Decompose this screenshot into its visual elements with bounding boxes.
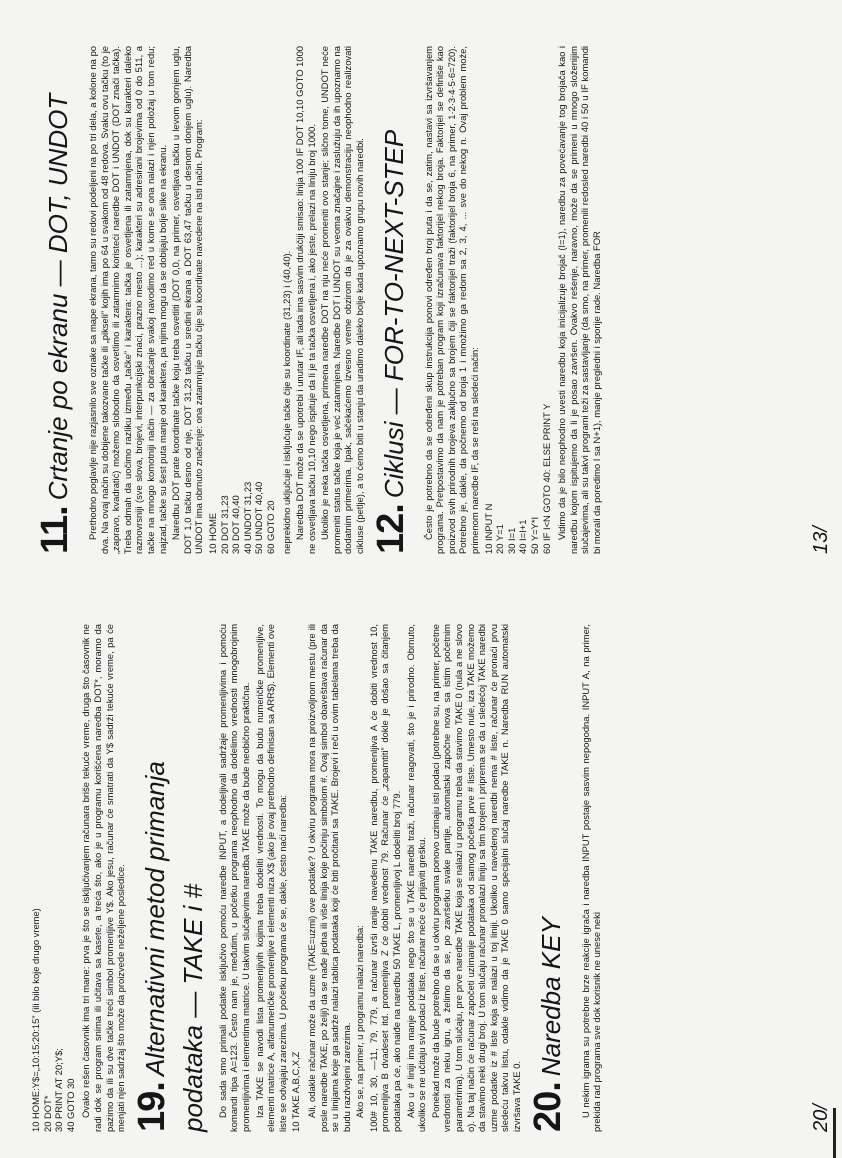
paragraph-11-3: neprekidno uključuje i isključuje tačke čije su koordinate (31,23) i (40,40). [280,250,292,554]
page-number-left: 20/ [810,1104,833,1132]
section-19-number: 19. [130,1082,173,1132]
code-take: 10 TAKE A,B,C,X,Z [290,1051,302,1132]
section-12-number: 12. [369,504,412,554]
section-12-title: Ciklusi — FOR-TO-NEXT-STEP [378,129,409,499]
section-12-heading [369,46,415,554]
paragraph-12-1: Često je potrebno da se određeni skup instrukcija ponovi određen broj puta i da se, zatim, nastavi sa izvršavanjem programa. Pretpostavimo da nam je potreban program koji izračunava faktorijel nekog broja. Faktorijel se definiše kao proizvod svih prirodnih brojeva zaključno sa brojem čiji se faktorijel traži (faktorijel broja 6, na primer, 1·2·3·4·5·6=720). Potrebno je, dakle, da počnemo od broja 1 i množimo ga redom sa 2, 3, 4, ... sve do nekog n. Ovaj problem može, primenom naredbe IF, da se reši na sledeći način: [422,46,481,554]
paragraph-11-2: Naredbu DOT prate koordinate tačke koju treba osvetliti (DOT 0,0, na primer, osvetljava tačku u levom gornjem uglu, DOT 1,0 tačku desno od nje, DOT 31,23 tačku u sredini ekrana a DOT 63,47 tačku u desnom donjem uglu). Naredba UNDOT ima obrnuto značenje: ona zatamnjuje tačku čije su koordinate navedene na isti način. Program: [170,46,205,554]
paragraph-11-4: Naredba DOT može da se upotrebi i unutar IF, ali tada ima sasvim drukčiji smisao: linija 100 IF DOT 10,10 GOTO 1000 ne osvetljava tačku 10,10 nego ispituje da li je ta tačka osvetljena i, ako jeste, prelazi na liniju broj 1000. [294,46,317,554]
code-clock: 10 HOME:Y$=„10:15:20:15” (ili bilo koje drugo vreme) 20 DOT* 30 PRINT AT 20;Y$; 40 GOTO 30 [30,908,76,1132]
paragraph-19-6: Ponekad može da bude potrebno da se u okviru programa ponovo uzimaju isti podaci (potrebne su, na primer, početne vrednosti za neku igru, a želimo da se, po završetku svake partije, automatski započne nova sa istim početnim parametrima). U tom slučaju, pre prve naredbe TAKE koja se nalazi u programu treba da stavimo TAKE 0 (nula a ne slovo o). Na taj način će računar započeti uzimanje podataka od samog početka prve # liste. Umesto nule, iza TAKE možemo da stavimo neki drugi broj. U tom slučaju računar pronalazi liniju sa tim brojem i priprema se da u sledećoj TAKE naredbi uzme podatke iz # liste koja se nalazi u toj liniji. Ukoliko u navedenoj naredbi nema # liste, računar će pronaći prvu sledeću takvu listu, odakle vidimo da je TAKE 0 samo specijalni slučaj naredbe TAKE n. Naredba RUN automatski izvršava TAKE 0. [429,624,522,1132]
paragraph-11-5: Ukoliko je neka tačka osvetljena, primena naredbe DOT na nju neće promeniti ovo stanje; slično tome, UNDOT neće promeniti status tačke koja je već zatamnjena. Naredbe DOT i UNDOT su veoma značajne i zaslužuju da ih upoznamo na dodatnim primerima. Ipak, sačekaćemo izvesno vreme obzirom da je za ovakvu demonstraciju neophodno realizovati cikluse (petlje), a to ćemo biti u stanju da uradimo daleko bolje kada upoznamo grupu novih naredbi. [319,46,366,554]
section-19-heading [130,624,209,1132]
section-11-heading [34,46,79,554]
section-20-number: 20. [526,1082,569,1132]
section-20-heading [526,624,572,1132]
paragraph-20-1: U nekim igrama su potrebne brze reakcije igrača i naredba INPUT postaje sasvim nepogodna. INPUT A, na primer, prekida rad programa sve dok korisnik ne unese neki [579,624,603,1132]
left-page [0,598,842,1158]
page-number-right: 13/ [810,526,833,554]
code-factorial: 10 INPUT N 20 Y=1 30 I=1 40 I=I+1 50 Y=Y*I 60 IF I<N GOTO 40: ELSE PRINT Y [482,403,552,554]
paragraph-clock-intro: Ovako rešen časovnik ima tri mane: prva je što se isključivanjem računara briše tekuće vreme, druga što časovnik ne radi dok se program snima ili učitava sa kasete, a treća što, ako je u programu korišćena naredba DOT*, moramo da pazimo da ili su dve tačke treći simbol promenljive Y$. Ako jesu, računar će smatrati da Y$ sadrži tekuće vreme, pa će menjati njen sadržaj što može da proizvede neželjene posledice. [80,624,127,1132]
paragraph-19-5: Ako u # liniji ima manje podataka nego što se u TAKE naredbi traži, računar reagovati, što je i prirodno. Obrnuto, ukoliko se ne učitaju svi podaci iz liste, računar neće će prijaviti grešku. [404,624,428,1132]
section-19-title: Alternativni metod primanja [139,761,170,1077]
paragraph-19-2: Iza TAKE se navodi lista promenljivih kojima treba dodeliti vrednosti. To mogu da budu numeričke promenljive, elementi matrice A, alfanumeričke promenljive i elementi niza X$ (ako je ovaj prethodno definisan sa ARR$). Elementi ove liste se odvajaju zarezima. U početku programa će se, dakle, često naći naredba: [253,624,288,1132]
paragraph-19-1: Do sada smo primali podatke isključivo pomoću naredbe INPUT, a dodeljivali sadržaje promenljivima i pomoću komandi tipa A=123. Često nam je, međutim, u početku programa neophodno da dodelimo vrednosti mnogobrojnim promenljivima i elementima matrice. U takvim slučajevima naredba TAKE može da bude neobično praktična. [216,624,251,1132]
scan-edge-mark [833,1108,836,1158]
paragraph-11-1: Prethodno poglavlje nije razjasnilo sve oznake sa mape ekrana, tamo su redovi podeljeni na po tri dela, a kolone na po dva. Na ovaj način su dobijene takozvane tačke ili „pikseli” kojih ima po 64 u svakom od 48 redova. Svaku ovu tačku (to je „zapravo, kvadratić) možemo slobodno da osvetlimo ili zatamnimo koristeći naredbe DOT i UNDOT (DOT znači tačka). Treba odmah da uočimo razliku između „tačke” i karaktera: tačka je osvetljena ili zatamnjena, dok su karakteri daleko raznovrsniji (sve slova, brojevi, interpunkcijski znaci, prazno mesto ...); karakteri su adresirani brojevima od 0 do 511, a tačke na mnogo komotniji način — za obraćanje svakoj navodimo red u kome se ona nalazi i njen položaj u tom redu; najzad, tačke su šest puta manje od karaktera, pa njima mogu da se dobijaju bolje slike na ekranu. [87,46,168,554]
paragraph-12-2: Vidimo da je bilo neophodno uvesti naredbu koja inicijalizuje brojač (I=1), naredbu za povećavanje tog brojača kao i naredbu kojom ispitujemo da li je posao završen. Ovakvo rešenje, naravno, može da se primeni u mnogo složenijim slučajevima, ali su takvi programi teži za sastavljanje (da smo, na primer, promenili redosled naredbi 40 i 50 u IF komandi bi morali da poredimo I sa N+1), manje pregledni i sporije rade. Naredba FOR [556,46,602,554]
section-11-number: 11. [34,506,76,554]
right-page [0,20,842,580]
section-20-title: Naredba KEY [535,917,566,1077]
section-11-title: Crtanje po ekranu — DOT, UNDOT [43,93,73,501]
paragraph-19-code: 100# 10, 30, —11, 79, 779, a računar izvrši ranije navedenu TAKE naredbu, promenljiva A će dobiti vrednost 10, promenljiva B dvadeset itd. promenljiva Z će dobiti vrednost 79. Računar će „zapamtiti” dokle je došao sa čitanjem podataka pa će, ako naiđe na naredbu 50 TAKE L, promenljivoj L dodeliti broj 779. [367,624,403,1132]
section-19-subtitle: podataka — TAKE i # [177,883,208,1132]
paragraph-19-3: Ali, odakle računar može da uzme (TAKE=uzmi) ove podatke? U okviru programa mora na proizvoljnom mestu (pre ili posle naredbe TAKE, po želji) da se nađe jedna ili više linija koje počinju simbolom #. Ovaj simbol obaveštava računar da se u linijama koje ga sadrže nalazi tablica podataka koji će biti pročitani sa TAKE. Brojevi i reči u ovim tabelama treba da budu razdvojeni zarezima. [305,624,352,1132]
code-dot: 10 HOME 20 DOT 31,23 30 DOT 40,40 40 UNDOT 31,23 50 UNDOT 40,40 60 GOTO 20 [206,481,276,554]
paragraph-19-4: Ako se, na primer, u programu nalazi naredba: [354,925,366,1118]
